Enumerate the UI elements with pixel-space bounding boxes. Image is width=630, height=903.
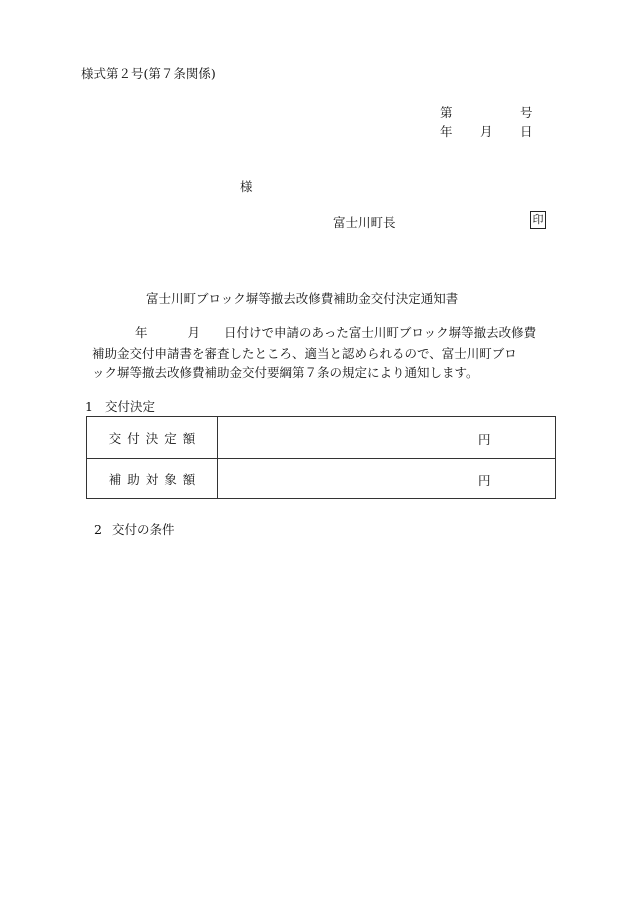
subsidy-target-amount-unit: 円 bbox=[478, 473, 491, 488]
grant-table bbox=[86, 416, 556, 499]
table-row bbox=[87, 417, 555, 459]
table-row bbox=[87, 458, 555, 499]
subsidy-target-amount-label: 補助対象額 bbox=[87, 458, 218, 499]
body-line-1-text: 日付けで申請のあった富士川町ブロック塀等撤去改修費 bbox=[224, 325, 537, 340]
document-number-suffix: 号 bbox=[520, 105, 533, 120]
section-1-title: 交付決定 bbox=[105, 399, 156, 414]
body-month-label: 月 bbox=[187, 325, 201, 340]
body-line-1 bbox=[135, 323, 536, 341]
recipient-honorific: 様 bbox=[240, 179, 253, 194]
section-2-title: 交付の条件 bbox=[112, 522, 175, 537]
grant-decision-amount-label: 交付決定額 bbox=[87, 417, 218, 458]
section-2-number: 2 bbox=[94, 522, 102, 537]
document-title: 富士川町ブロック塀等撤去改修費補助金交付決定通知書 bbox=[146, 291, 459, 306]
grant-decision-amount-unit: 円 bbox=[478, 432, 491, 447]
section-1-heading bbox=[85, 397, 155, 415]
form-number: 様式第２号(第７条関係) bbox=[81, 66, 216, 81]
body-line-2: 補助金交付申請書を審査したところ、適当と認められるので、富士川町ブロ bbox=[92, 346, 517, 361]
date-day-label: 日 bbox=[520, 124, 533, 139]
body-line-3: ック塀等撤去改修費補助金交付要綱第７条の規定により通知します。 bbox=[92, 365, 479, 380]
date-month-label: 月 bbox=[480, 124, 493, 139]
section-2-heading bbox=[94, 520, 175, 538]
document-number-prefix: 第 bbox=[440, 105, 453, 120]
seal-stamp: 印 bbox=[530, 211, 546, 229]
date-year-label: 年 bbox=[440, 124, 453, 139]
issuer-title: 富士川町長 bbox=[333, 215, 396, 230]
body-year-label: 年 bbox=[135, 325, 148, 340]
section-1-number: 1 bbox=[85, 399, 93, 414]
